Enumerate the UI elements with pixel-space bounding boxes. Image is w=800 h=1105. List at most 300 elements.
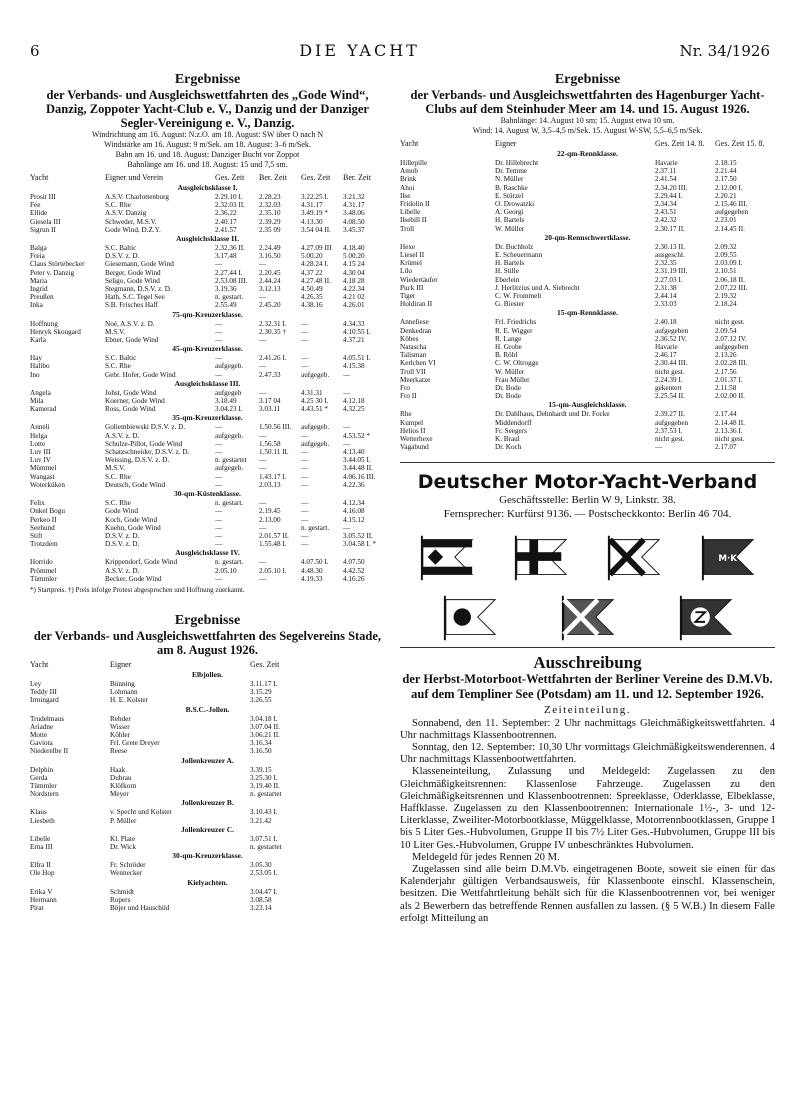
table-row: [30, 696, 385, 704]
table-cell: Natascha: [400, 343, 427, 352]
table-cell: Balga: [30, 244, 47, 253]
table-cell: Denkedran: [400, 326, 432, 335]
table-cell: Noé, A.S.V. z. D.: [105, 319, 155, 328]
table-cell: 2.09.55: [715, 251, 737, 260]
table-cell: Frau Müller: [495, 375, 530, 384]
table-cell: Johst, Gode Wind: [105, 388, 157, 397]
table-cell: aufgegeben: [715, 208, 749, 217]
table-cell: Perkeo II: [30, 515, 57, 524]
table-row: [30, 201, 385, 209]
table-cell: 2.20.21: [715, 191, 737, 200]
table-cell: 3.03.11: [259, 405, 281, 414]
table-cell: Seehund: [30, 523, 55, 532]
table-cell: 4.34.33: [343, 319, 365, 328]
table-cell: 2.27.03 I.: [655, 275, 683, 284]
table-cell: Dubrau: [110, 773, 132, 782]
table-cell: Troll: [400, 224, 415, 233]
table-cell: Wiedertäufer: [400, 275, 438, 284]
table-cell: 3.21.32: [343, 193, 365, 201]
table-cell: aufgegeb.: [301, 439, 330, 448]
table-cell: Middendorff: [495, 418, 532, 427]
info-line: Bahnlänge: 14. August 10 sm; 15. August etwa 10 sm.: [500, 116, 675, 125]
info-line: Wind: 14. August W, 3,5–4,5 m/Sek. 15. August W-SW, 5,5–6,5 m/Sek.: [472, 126, 703, 135]
table-cell: M.S.V.: [105, 464, 126, 473]
table-cell: 2.09.54: [715, 326, 737, 335]
table-cell: 2.35 09: [259, 225, 281, 234]
table-cell: 4.13.30: [301, 217, 323, 226]
table-cell: —: [301, 472, 309, 481]
table-cell: 4.15 24: [343, 260, 365, 269]
table-cell: 2.09.32: [715, 242, 737, 251]
table-cell: Ariadne: [30, 722, 54, 731]
table-cell: nicht gest.: [715, 318, 745, 327]
class-heading: 35-qm-Kreuzerklasse.: [172, 413, 243, 423]
table-cell: Talisman: [400, 351, 427, 360]
dmyv-address: Geschäftsstelle: Berlin W 9, Linkstr. 38.: [499, 493, 676, 506]
table-cell: Rhe: [400, 410, 412, 419]
table-cell: Krümel: [400, 259, 422, 268]
table-cell: 2.21.44: [715, 167, 737, 176]
table-cell: Teddy III: [30, 688, 57, 697]
table-cell: Elfra II: [30, 861, 51, 870]
table-cell: 2.28.23: [259, 193, 281, 201]
table-row: [30, 293, 385, 301]
table-cell: 2.35.10: [259, 209, 281, 218]
steinhude-results: [400, 72, 775, 452]
table-row: [30, 397, 385, 405]
column-header: Ges. Zeit: [301, 173, 331, 182]
class-heading: Ausgleichsklasse II.: [176, 234, 239, 244]
table-cell: —: [215, 531, 223, 540]
table-row: [400, 359, 775, 367]
table-cell: Luv III: [30, 448, 51, 457]
table-cell: Schmidt: [110, 887, 134, 896]
table-cell: Felix: [30, 499, 45, 508]
table-cell: Sigrun II: [30, 225, 56, 234]
table-cell: n. gestart.: [301, 523, 330, 532]
table-cell: 2.13.00: [259, 515, 281, 524]
table-cell: —: [301, 507, 309, 516]
table-row: [30, 473, 385, 481]
paragraph: Klasseneinteilung, Zulassung und Meldegeld: Zugelassen zu den Gleichmäßigkeitsrennen: Klassenlose Fahrzeuge. Zugelassen zu den Gleichmäßigkeitsrennen und Klassenbootrennen: Spreeklasse, Oderklasse, Elbeklasse, Haffklasse. Zugelassen zu den Klassenbootrennen: Internationale 1½-, 3- und 12-Literklasse, Zweiliter-Motorbootklasse, Müggelklasse, Motorrennbootklassen, Gruppe I bis 5 Liter Ges.-Hubvolumen, Gruppe II bis 7½ Liter Ges.-Hubvolumen, Gruppe III bis 10 Liter Ges.-Hubvolumen, Gruppe IV unbeschränktes Hubvolumen.: [400, 766, 775, 851]
table-cell: S.C. Baltic: [105, 244, 137, 253]
table-row: [30, 320, 385, 328]
table-row: [400, 318, 775, 326]
table-cell: 2.36.52 IV.: [655, 334, 687, 343]
table-cell: 2.31.19 III.: [655, 267, 688, 276]
table-cell: —: [259, 456, 267, 465]
table-cell: Lotte: [30, 439, 46, 448]
table-row: [400, 410, 775, 418]
table-row: [30, 540, 385, 548]
table-row: [30, 524, 385, 532]
table-cell: Kumpel: [400, 418, 424, 427]
table-row: [400, 419, 775, 427]
gode-wind-results: [30, 72, 385, 595]
table-cell: 5.00.20: [301, 252, 323, 261]
table-cell: Karla: [30, 336, 46, 345]
results-table: [30, 183, 385, 583]
table-cell: 4.22.36: [343, 480, 365, 489]
table-cell: 1.50.56 III.: [259, 423, 292, 432]
table-row: [30, 481, 385, 489]
table-cell: H. Bartels: [495, 259, 525, 268]
table-cell: Dr. Buchholz: [495, 242, 534, 251]
table-cell: 2.32.36 II.: [215, 244, 245, 253]
table-cell: 3.23.14: [250, 903, 272, 912]
table-cell: Hillepille: [400, 159, 428, 167]
table-row: [30, 731, 385, 739]
table-cell: R. E. Wigger: [495, 326, 533, 335]
table-cell: 3.04.23 I.: [215, 405, 243, 414]
table-cell: 2.17.44: [715, 410, 737, 419]
class-heading: Ausgleichsklasse I.: [177, 183, 238, 192]
table-cell: —: [215, 354, 223, 363]
table-cell: 3.44.05 I.: [343, 456, 371, 465]
table-row: [30, 888, 385, 896]
z-pennant-icon: [677, 595, 735, 641]
table-cell: —: [215, 336, 223, 345]
table-cell: B. Raschke: [495, 183, 528, 192]
table-cell: 1.43.17 I.: [259, 472, 287, 481]
table-cell: —: [259, 388, 267, 397]
table-cell: 2.45.20: [259, 301, 281, 310]
table-cell: —: [259, 336, 267, 345]
table-cell: Delphin: [30, 765, 54, 774]
race-info: [30, 130, 385, 170]
table-cell: 2.53.05 I.: [250, 869, 278, 878]
table-cell: Horrido: [30, 558, 53, 567]
mko-flag-text: M·K·O: [718, 553, 748, 564]
table-cell: 4.26.01: [343, 301, 365, 310]
table-cell: Kuehn, Gode Wind: [105, 523, 161, 532]
table-cell: n. gestart.: [215, 558, 244, 567]
table-cell: 2.12.00 I.: [715, 183, 743, 192]
table-row: [30, 252, 385, 260]
table-cell: Wangast: [30, 472, 55, 481]
table-row: [400, 284, 775, 292]
table-cell: Maria: [30, 276, 48, 285]
table-cell: D.S.V. z. D.: [105, 540, 140, 549]
table-cell: Rehder: [110, 714, 131, 723]
table-cell: Liesel II: [400, 251, 425, 260]
table-row: [400, 225, 775, 233]
table-row: [30, 575, 385, 583]
table-row: [400, 300, 775, 308]
table-row: [30, 715, 385, 723]
table-cell: S.C. Rhe: [105, 201, 131, 210]
info-line: Windrichtung am 16. August: N.z.O. am 18. August: SW über O nach N: [91, 130, 324, 139]
table-cell: 2.37.11: [655, 167, 677, 176]
table-cell: Wetterhexe: [400, 435, 433, 444]
column-header: Eigner: [110, 659, 132, 669]
table-cell: Anneliese: [400, 318, 429, 327]
table-row: [30, 405, 385, 413]
table-cell: N. Müller: [495, 175, 524, 184]
table-cell: 2.23.01: [715, 216, 737, 225]
table-cell: 2.05.10 I.: [259, 566, 287, 575]
table-cell: Halibo: [30, 362, 50, 371]
table-cell: Erna III: [30, 842, 53, 851]
table-cell: Lohmann: [110, 688, 138, 697]
table-cell: 2.01.37 I.: [715, 375, 743, 384]
table-cell: Schulze-Pillot, Gode Wind: [105, 439, 183, 448]
table-cell: 1.55.48 I.: [259, 540, 287, 549]
column-header: Ber. Zeit: [343, 173, 371, 182]
column-header: Eigner und Verein: [105, 173, 164, 182]
table-cell: —: [655, 443, 663, 452]
table-cell: A.S.V. z. D.: [105, 566, 140, 575]
dmyv-block: [400, 462, 775, 641]
table-cell: 4.15.12: [343, 515, 365, 524]
table-cell: O. Drowatzki: [495, 200, 535, 209]
table-cell: Helga: [30, 431, 48, 440]
table-cell: Koerner, Gode Wind: [105, 397, 165, 406]
table-cell: Ilse: [400, 191, 411, 200]
table-cell: —: [343, 439, 351, 448]
table-cell: —: [259, 523, 267, 532]
table-cell: —: [215, 507, 223, 516]
table-cell: Frl. Grete Dreyer: [110, 739, 160, 748]
table-cell: —: [301, 448, 309, 457]
table-cell: Hay: [30, 354, 42, 363]
table-cell: Helios II: [400, 426, 426, 435]
table-cell: 2.14.45 II.: [715, 224, 745, 233]
table-cell: Köhler: [110, 730, 130, 739]
table-cell: 2.32.03 II.: [215, 201, 245, 210]
table-cell: 2.02.00 II.: [715, 392, 745, 401]
table-row: [30, 209, 385, 217]
table-cell: n. gestartet: [215, 456, 247, 465]
table-row: [30, 817, 385, 825]
cross-flag-icon: [512, 535, 570, 581]
table-cell: Vagabund: [400, 443, 429, 452]
table-cell: E. Stürzel: [495, 191, 524, 200]
table-cell: 3.44.48 II.: [343, 464, 373, 473]
table-cell: Berger, Gode Wind: [105, 268, 161, 277]
table-row: [400, 343, 775, 351]
table-row: [400, 208, 775, 216]
table-cell: Gode Wind: [105, 507, 138, 516]
table-cell: 2.18.24: [715, 300, 737, 309]
table-cell: P. Müller: [110, 816, 137, 825]
table-cell: n. gestart.: [215, 293, 244, 302]
table-row: [30, 440, 385, 448]
table-cell: 2.03.13: [259, 480, 281, 489]
class-heading: 30-qm-Küstenklasse.: [174, 489, 241, 499]
table-row: [30, 835, 385, 843]
table-cell: Peter v. Danzig: [30, 268, 75, 277]
class-heading: 15-qm-Rennklasse.: [556, 308, 619, 318]
table-cell: 3.54 04 II.: [301, 225, 331, 234]
table-cell: Dr. Bode: [495, 384, 521, 393]
table-row: [30, 507, 385, 515]
info-line: Bahn am 16. und 18. August: Danziger Bucht vor Zoppot: [115, 150, 300, 159]
table-cell: 4.18 28: [343, 276, 365, 285]
table-cell: 3.07.04 II.: [250, 722, 280, 731]
table-cell: Fr. Schröder: [110, 861, 146, 870]
table-cell: —: [215, 480, 223, 489]
table-row: [400, 167, 775, 175]
table-cell: 2.19.32: [715, 292, 737, 301]
table-cell: 3.22.25 I.: [301, 193, 329, 201]
ausschreibung-heading: der Herbst-Motorboot-Wettfahrten der Berliner Vereine des D.M.Vb. auf dem Templiner See (Potsdam) am 11. und 12. September 1926.: [402, 671, 773, 701]
table-cell: J. Herlitzius und A. Siebrecht: [495, 283, 580, 292]
table-cell: Fridolin II: [400, 200, 430, 209]
table-cell: 2.13.26: [715, 351, 737, 360]
table-cell: Inka: [30, 301, 43, 310]
table-cell: 3.04.47 I.: [250, 887, 278, 896]
table-cell: Woterküken: [30, 480, 65, 489]
table-cell: Ingrid: [30, 285, 48, 294]
table-cell: 2.32.03: [259, 201, 281, 210]
table-row: [30, 226, 385, 234]
table-cell: Hath, S.C. Tegel See: [105, 293, 165, 302]
table-header: [400, 139, 775, 149]
table-cell: 2.29.44 I.: [655, 191, 683, 200]
class-heading: Jollenkreuzer A.: [181, 755, 234, 765]
table-cell: 2.11.58: [715, 384, 737, 393]
table-cell: Niederelbe II: [30, 747, 69, 756]
table-row: [30, 423, 385, 431]
table-cell: 4.27.09 III: [301, 244, 332, 253]
eagle-pennant-icon: [441, 595, 499, 641]
table-cell: Hoffnung: [30, 319, 58, 328]
results-table: [400, 149, 775, 452]
table-cell: 4.37 22: [301, 268, 323, 277]
table-cell: Meyer: [110, 790, 129, 799]
table-cell: 2.41.57: [215, 225, 237, 234]
table-cell: Dr. Koch: [495, 443, 522, 452]
table-cell: Kerlchen VI: [400, 359, 436, 368]
table-cell: Weissing, D.S.V. z. D.: [105, 456, 170, 465]
table-cell: 4.28.24 I.: [301, 260, 329, 269]
section-subtitle: der Verbands- und Ausgleichswettfahrten des Segelvereins Stade, am 8. August 1926.: [33, 628, 382, 657]
table-row: [30, 782, 385, 790]
table-cell: 3.07.51 I.: [250, 834, 278, 843]
table-cell: 4.32.25: [343, 405, 365, 414]
table-cell: —: [215, 439, 223, 448]
section-subtitle: der Verbands- und Ausgleichswettfahrten des „Gode Wind“, Danzig, Zoppoter Yacht-Club e. V., Danzig und der Danziger Segler-Vereinigung e. V., Danzig.: [46, 88, 369, 130]
table-row: [30, 680, 385, 688]
table-cell: —: [301, 499, 309, 508]
table-cell: 2.39.27 II.: [655, 410, 685, 419]
table-cell: 4.16.08: [343, 507, 365, 516]
table-cell: E. Scheuermann: [495, 251, 543, 260]
table-cell: 3.49.19 *: [301, 209, 328, 218]
table-row: [30, 904, 385, 912]
table-header: [30, 173, 385, 183]
table-cell: Haak: [110, 765, 126, 774]
table-cell: Frl. Friedrichs: [495, 318, 537, 327]
table-row: [400, 351, 775, 359]
column-header: Ges. Zeit 14. 8.: [655, 139, 705, 148]
table-cell: 4.08.50: [343, 217, 365, 226]
class-heading: 22-qm-Rennklasse.: [556, 149, 619, 158]
table-cell: Nordstern: [30, 790, 59, 799]
table-cell: 2.31.38: [655, 283, 677, 292]
table-cell: 4.38.16: [301, 301, 323, 310]
right-column: [400, 72, 775, 925]
table-cell: ausgeschl.: [655, 251, 685, 260]
table-cell: 4.15.38: [343, 362, 365, 371]
table-row: [400, 175, 775, 183]
table-row: [30, 790, 385, 798]
table-cell: Klöfkorn: [110, 781, 137, 790]
table-row: [30, 532, 385, 540]
table-cell: Klaus: [30, 808, 47, 817]
table-row: [30, 558, 385, 566]
table-cell: S.C. Baltic: [105, 354, 137, 363]
table-row: [400, 267, 775, 275]
class-heading: Jollenkreuzer B.: [181, 798, 234, 808]
table-cell: D.S.V. z. D.: [105, 531, 140, 540]
table-cell: Ebner, Gode Wind: [105, 336, 159, 345]
table-cell: 2.24.49: [259, 244, 281, 253]
table-cell: 4.25 30 I.: [301, 397, 329, 406]
class-heading: B.S.C.-Jollen.: [185, 704, 230, 714]
table-cell: H. Bartels: [495, 216, 525, 225]
table-row: [400, 276, 775, 284]
table-cell: Dr. Temme: [495, 167, 528, 176]
table-cell: —: [215, 523, 223, 532]
table-cell: Preußen: [30, 293, 54, 302]
table-cell: Lilo: [400, 267, 412, 276]
table-cell: 4.16.26: [343, 574, 365, 583]
table-cell: 4.12.18: [343, 397, 365, 406]
table-cell: 4.31.17: [301, 201, 323, 210]
table-cell: 4.06.16 III.: [343, 472, 376, 481]
table-cell: Ole Hop: [30, 869, 55, 878]
table-cell: 2.46.17: [655, 351, 677, 360]
table-row: [400, 368, 775, 376]
table-cell: 2.07.12 IV.: [715, 334, 747, 343]
table-cell: 1.50.11 II.: [259, 448, 289, 457]
table-cell: 5 00.20: [343, 252, 365, 261]
table-cell: aufgegeb: [215, 388, 242, 397]
table-cell: —: [301, 531, 309, 540]
table-cell: —: [259, 499, 267, 508]
table-cell: —: [259, 464, 267, 473]
table-cell: 3.45.37: [343, 225, 365, 234]
table-cell: Luv IV: [30, 456, 51, 465]
column-header: Ges. Zeit: [250, 659, 280, 669]
table-cell: 2.17.07: [715, 443, 737, 452]
table-cell: K. Braul: [495, 435, 520, 444]
table-cell: —: [259, 293, 267, 302]
table-cell: Wisser: [110, 722, 130, 731]
table-cell: Dr. Hillebrecht: [495, 159, 539, 167]
ausschreibung-title: Ausschreibung: [533, 652, 642, 672]
table-cell: —: [215, 472, 223, 481]
table-cell: 2.43.51: [655, 208, 677, 217]
table-header: [30, 660, 385, 670]
table-cell: —: [301, 319, 309, 328]
table-cell: —: [301, 456, 309, 465]
table-cell: —: [259, 362, 267, 371]
table-cell: —: [215, 260, 223, 269]
table-cell: nicht gest.: [655, 367, 685, 376]
paragraph: Sonntag, den 12. September: 10,30 Uhr vormittags Gleichmäßigkeitswenderennen. 4 Uhr nachmittags Klassenbootwettfahrten.: [400, 741, 775, 766]
table-cell: Libelle: [400, 208, 421, 217]
table-row: [30, 354, 385, 362]
table-row: [400, 251, 775, 259]
table-cell: Tümmler: [30, 781, 57, 790]
table-cell: —: [215, 574, 223, 583]
table-cell: 3.06.21 II.: [250, 730, 280, 739]
table-cell: 4.37.21: [343, 336, 365, 345]
table-cell: 2.44.14: [655, 292, 677, 301]
